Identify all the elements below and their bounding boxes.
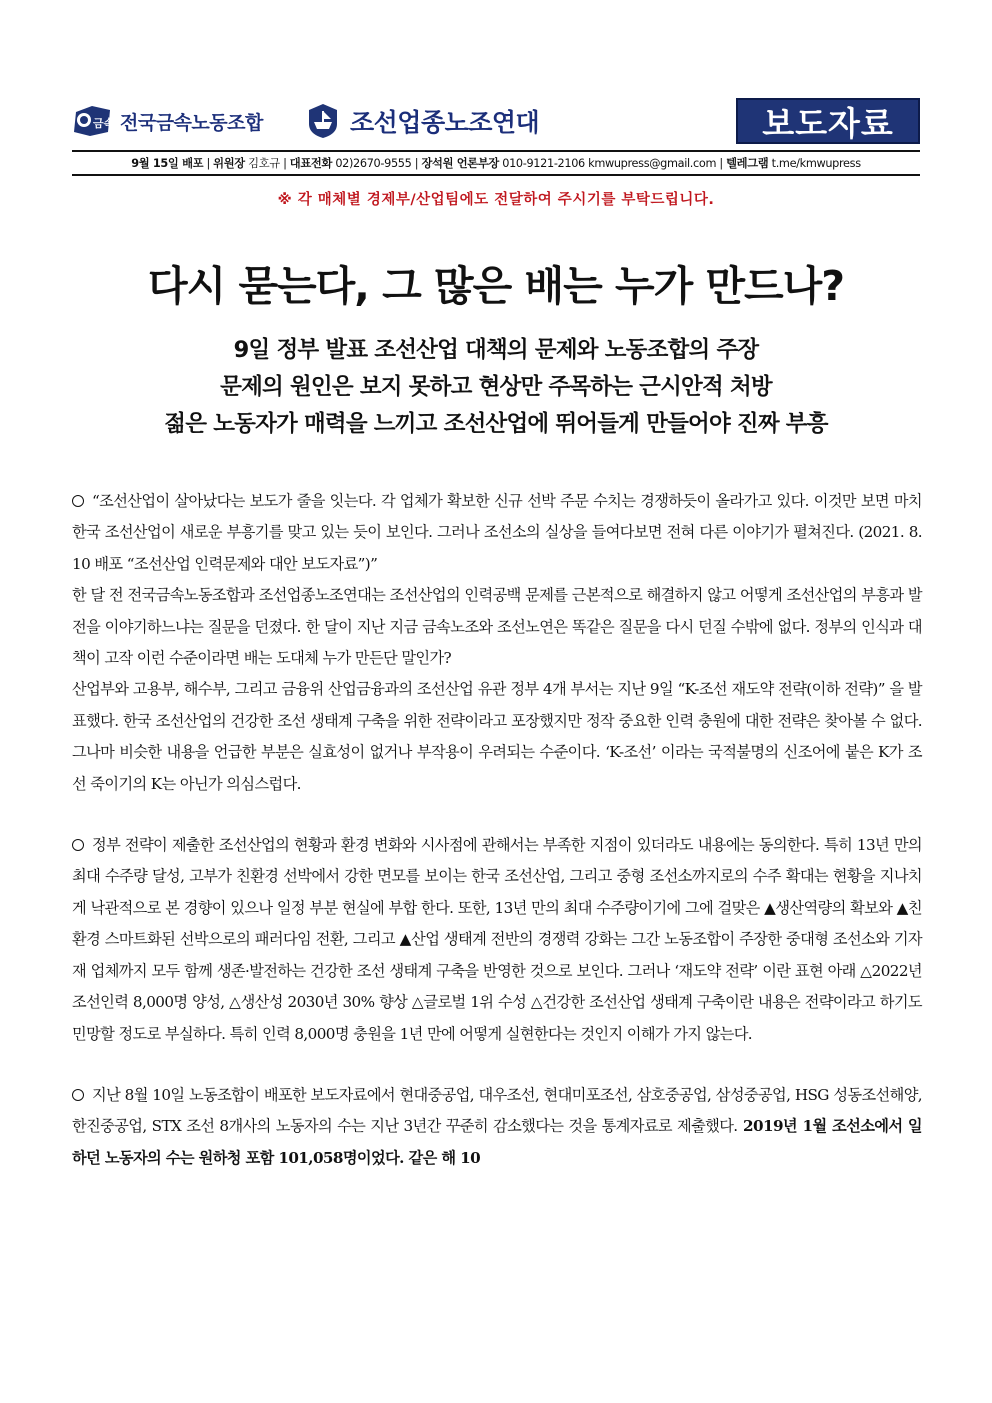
bullet-circle-icon [72,495,84,507]
contact-bar: 9월 15일 배포 | 위원장 김호규 | 대표전화 02)2670-9555 | 장석원 언론부장 010-9121-2106 kmwupress@gmail.com | 텔레그램 t.me/kmwupress [72,150,920,176]
kmwu-emblem-text: 금속 [93,117,114,130]
emphasis-text: 2019년 1월 조선소에서 일하던 노동자의 수는 원하청 포함 101,058명이었다. 같은 해 10 [72,1117,922,1167]
subheadlines [60,332,932,443]
paragraph: “조선산업이 살아났다는 보도가 줄을 잇는다. 각 업체가 확보한 신규 선박 주문 수치는 경쟁하듯이 올라가고 있다. 이것만 보면 마치 한국 조선산업이 새로운 부흥기를 맞고 있는 듯이 보인다. 그러나 조선소의 실상을 들여다보면 전혀 다른 이야기가 펼쳐진다. (2021. 8. 10 배포 “조선산업 인력문제와 대안 보도자료”)” [72,492,922,573]
subheadline: 9일 정부 발표 조선산업 대책의 문제와 노동조합의 주장 [233,337,759,363]
bullet-circle-icon [72,1089,84,1101]
kmwu-emblem-icon [72,102,114,140]
bullet-circle-icon [72,839,84,851]
paragraph: 한 달 전 전국금속노동조합과 조선업종노조연대는 조선산업의 인력공백 문제를 근본적으로 해결하지 않고 어떻게 조선산업의 부흥과 발전을 이야기하느냐는 질문을 던졌다. 한 달이 지난 지금 금속노조와 조선노연은 똑같은 질문을 다시 던질 수밖에 없다. 정부의 인식과 대책이 고작 이런 수준이라면 배는 도대체 누가 만든단 말인가? [72,586,922,668]
chair-name: 김호규 [248,157,280,170]
shipbuilding-union-name: 조선업종노조연대 [350,108,540,137]
headline: 다시 묻는다, 그 많은 배는 누가 만드나? [147,262,845,310]
telegram-link: t.me/kmwupress [771,156,861,170]
spokesperson-contact: 010-9121-2106 kmwupress@gmail.com [502,156,717,170]
kmwu-logo [72,102,263,140]
paragraph: 정부 전략이 제출한 조선산업의 현황과 환경 변화와 시사점에 관해서는 부족한 지점이 있더라도 내용에는 동의한다. 특히 13년 만의 최대 수주량 달성, 고부가 친환경 선박에서 강한 면모를 보이는 한국 조선산업, 그리고 중형 조선소까지로의 수주 확대는 현황을 지나치게 낙관적으로 본 경향이 있으나 일정 부분 현실에 부합 한다. 또한, 13년 만의 최대 수주량이기에 그에 걸맞은 ▲생산역량의 확보와 ▲친환경 스마트화된 선박으로의 패러다임 전환, 그리고 ▲산업 생태계 전반의 경쟁력 강화는 그간 노동조합이 주장한 중대형 조선소와 기자재 업체까지 모두 함께 생존·발전하는 건강한 조선 생태계 구축을 반영한 것으로 보인다. 그러나 ‘재도약 전략’ 이란 표현 아래 △2022년 조선인력 8,000명 양성, △생산성 2030년 30% 향상 △글로벌 1위 수성 △건강한 조선산업 생태계 구축이란 내용은 전략이라고 하기도 민망할 정도로 부실하다. 특히 인력 8,000명 충원을 1년 만에 어떻게 실현한다는 것인지 이해가 가지 않는다. [72,836,922,1043]
subheadline: 문제의 원인은 보지 못하고 현상만 주목하는 근시안적 처방 [220,374,772,400]
subheadline: 젊은 노동자가 매력을 느끼고 조선산업에 뛰어들게 만들어야 진짜 부흥 [164,411,828,437]
kmwu-name: 전국금속노동조합 [120,111,263,134]
paragraph: 지난 8월 10일 노동조합이 배포한 보도자료에서 현대중공업, 대우조선, 현대미포조선, 삼호중공업, 삼성중공업, HSG 성동조선해양, 한진중공업, STX 조선 8개사의 노동자의 수는 지난 3년간 꾸준히 감소했다는 것을 통계자료로 제출했다. 2019년 1월 조선소에서 일하던 노동자의 수는 원하청 포함 101,058명이었다. 같은 해 10 [72,1085,922,1167]
distribution-notice: ※ 각 매체별 경제부/산업팀에도 전달하여 주시기를 부탁드립니다. [277,192,715,208]
paragraph: 산업부와 고용부, 해수부, 그리고 금융위 산업금융과의 조선산업 유관 정부 4개 부서는 지난 9일 “K-조선 재도약 전략(이하 전략)” 을 발표했다. 한국 조선산업의 건강한 조선 생태계 구축을 위한 전략이라고 포장했지만 정작 중요한 인력 충원에 대한 전략은 찾아볼 수 없다. 그나마 비슷한 내용을 언급한 부분은 실효성이 없거나 부작용이 우려되는 수준이다. ‘K-조선’ 이라는 국적불명의 신조어에 붙은 K가 조선 죽이기의 K는 아닌가 의심스럽다. [72,680,922,793]
shipbuilding-union-emblem-icon [302,102,344,140]
letterhead [72,96,920,150]
release-date: 9월 15일 배포 [131,157,204,170]
press-release-label: 보도자료 [736,98,920,144]
article-body [72,486,922,1174]
main-phone: 02)2670-9555 [335,156,412,170]
shipbuilding-union-logo [302,102,539,140]
